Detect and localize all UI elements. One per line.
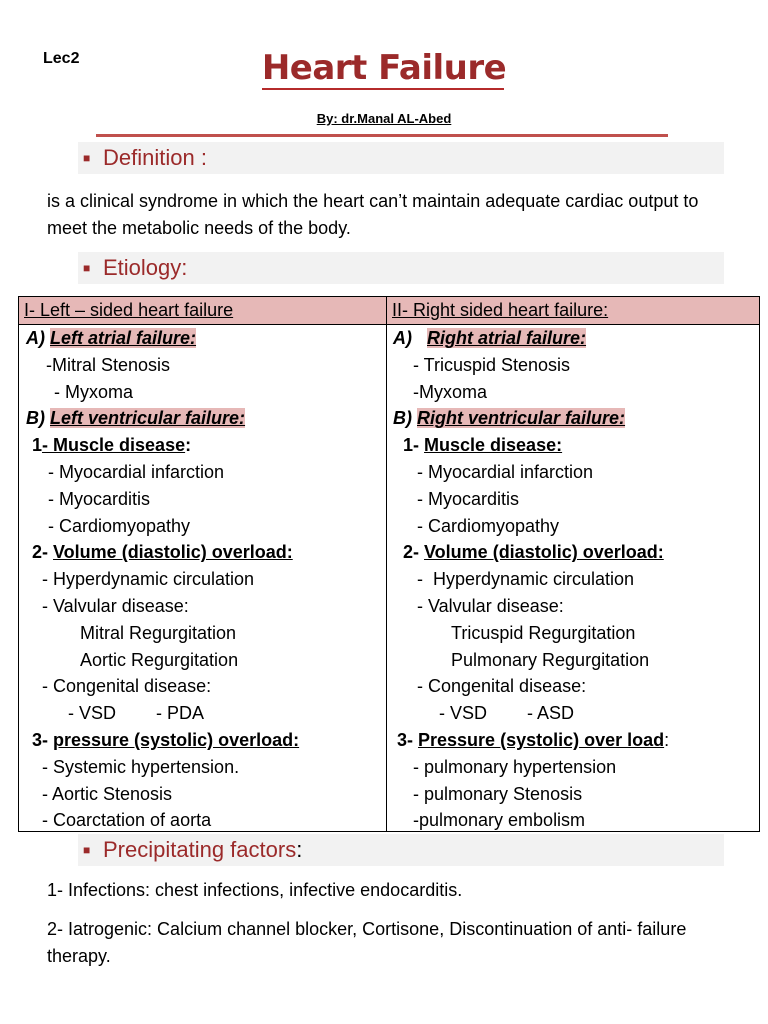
list-prefix: 3- <box>397 729 419 750</box>
left-column-title: I- Left – sided heart failure <box>24 300 234 320</box>
title-underline <box>262 88 504 90</box>
right-column-title: II- Right sided heart failure: <box>392 300 609 320</box>
muscle-disease-heading <box>26 432 381 459</box>
right-ventricular-failure-heading <box>393 405 755 432</box>
list-item: - Cardiomyopathy <box>48 515 191 536</box>
left-ventricular-failure-heading <box>26 405 381 432</box>
list-prefix: A) <box>26 328 50 348</box>
subsection-label: Left ventricular failure: <box>50 408 246 429</box>
subsection-label: Volume (diastolic) overload: <box>53 542 293 563</box>
list-item: - Hyperdynamic circulation <box>417 569 635 590</box>
definition-text: is a clinical syndrome in which the heart can’t maintain adequate cardiac output to meet the metabolic needs of the body. <box>47 191 699 238</box>
list-item: -Myxoma <box>413 381 488 402</box>
author-line: By: dr.Manal AL-Abed <box>316 111 452 126</box>
etiology-section-heading <box>78 252 724 284</box>
definition-heading-label: Definition : <box>103 145 207 170</box>
precipitating-item: 1- Infections: chest infections, infective endocarditis. <box>47 880 463 900</box>
list-prefix: A) <box>393 328 427 348</box>
heading-colon: : <box>296 837 303 862</box>
list-item: - VSD - PDA <box>68 703 205 724</box>
subsection-label: pressure (systolic) overload: <box>53 729 300 750</box>
list-item: -Mitral Stenosis <box>46 354 171 375</box>
subsection-label: - Muscle disease <box>42 435 186 456</box>
left-atrial-failure-heading <box>26 325 381 352</box>
list-item: - Myxoma <box>54 381 134 402</box>
list-item: - Aortic Stenosis <box>42 783 173 804</box>
subsection-label: Right atrial failure: <box>427 328 587 348</box>
muscle-disease-heading <box>393 432 755 459</box>
list-item: - Coarctation of aorta <box>42 810 212 831</box>
volume-overload-heading <box>26 539 381 566</box>
subsection-label: Pressure (systolic) over load <box>418 729 665 750</box>
list-prefix: 1- <box>403 435 425 456</box>
list-item: - pulmonary Stenosis <box>413 783 583 804</box>
subsection-label: Muscle disease: <box>424 435 563 456</box>
etiology-heading-label: Etiology: <box>103 255 188 280</box>
page-title: Heart Failure <box>261 48 507 88</box>
subsection-label: Left atrial failure: <box>50 328 197 348</box>
list-item: - Myocarditis <box>48 488 151 509</box>
square-bullet-icon: ■ <box>83 261 91 275</box>
left-column-header <box>19 297 386 325</box>
list-item: - pulmonary hypertension <box>413 756 617 777</box>
list-prefix: 3- <box>32 729 54 750</box>
subsection-label: Right ventricular failure: <box>417 408 626 429</box>
list-item: - Myocarditis <box>417 488 520 509</box>
list-item: - Cardiomyopathy <box>417 515 560 536</box>
list-item: -pulmonary embolism <box>413 810 586 831</box>
list-item: - Hyperdynamic circulation <box>42 569 255 590</box>
table-column-divider <box>386 297 387 831</box>
right-column-header <box>387 297 759 325</box>
pressure-overload-heading <box>393 727 755 754</box>
precipitating-section-heading <box>78 834 724 866</box>
list-item: Mitral Regurgitation <box>80 622 237 643</box>
precipitating-heading-label <box>103 837 302 863</box>
square-bullet-icon: ■ <box>83 151 91 165</box>
subsection-label: Volume (diastolic) overload: <box>424 542 664 563</box>
pressure-overload-heading <box>26 727 381 754</box>
list-item: Pulmonary Regurgitation <box>451 649 650 670</box>
square-bullet-icon: ■ <box>83 843 91 857</box>
right-atrial-failure-heading <box>393 325 755 352</box>
etiology-table <box>18 296 760 832</box>
list-item: - VSD - ASD <box>439 703 575 724</box>
list-prefix: 1 <box>32 435 43 456</box>
list-suffix: : <box>185 435 192 456</box>
right-column-content <box>393 325 755 834</box>
list-prefix: B) <box>393 408 417 429</box>
header-divider <box>96 134 668 137</box>
list-suffix: : <box>664 729 670 750</box>
list-prefix: 2- <box>403 542 425 563</box>
lecture-number: Lec2 <box>43 50 80 67</box>
volume-overload-heading <box>393 539 755 566</box>
precipitating-heading-text: Precipitating factors <box>103 837 297 862</box>
list-item: Aortic Regurgitation <box>80 649 239 670</box>
list-item: - Valvular disease: <box>42 595 189 616</box>
list-item: - Valvular disease: <box>417 595 564 616</box>
list-item: - Congenital disease: <box>417 676 587 697</box>
left-column-content <box>26 325 381 834</box>
definition-section-heading <box>78 142 724 174</box>
list-prefix: 2- <box>32 542 54 563</box>
list-item: - Systemic hypertension. <box>42 756 240 777</box>
list-item: - Congenital disease: <box>42 676 212 697</box>
list-item: - Myocardial infarction <box>48 461 225 482</box>
list-prefix: B) <box>26 408 50 429</box>
list-item: - Tricuspid Stenosis <box>413 354 571 375</box>
precipitating-item: 2- Iatrogenic: Calcium channel blocker, Cortisone, Discontinuation of anti- failure therapy. <box>47 919 687 966</box>
list-item: - Myocardial infarction <box>417 461 594 482</box>
list-item: Tricuspid Regurgitation <box>451 622 636 643</box>
